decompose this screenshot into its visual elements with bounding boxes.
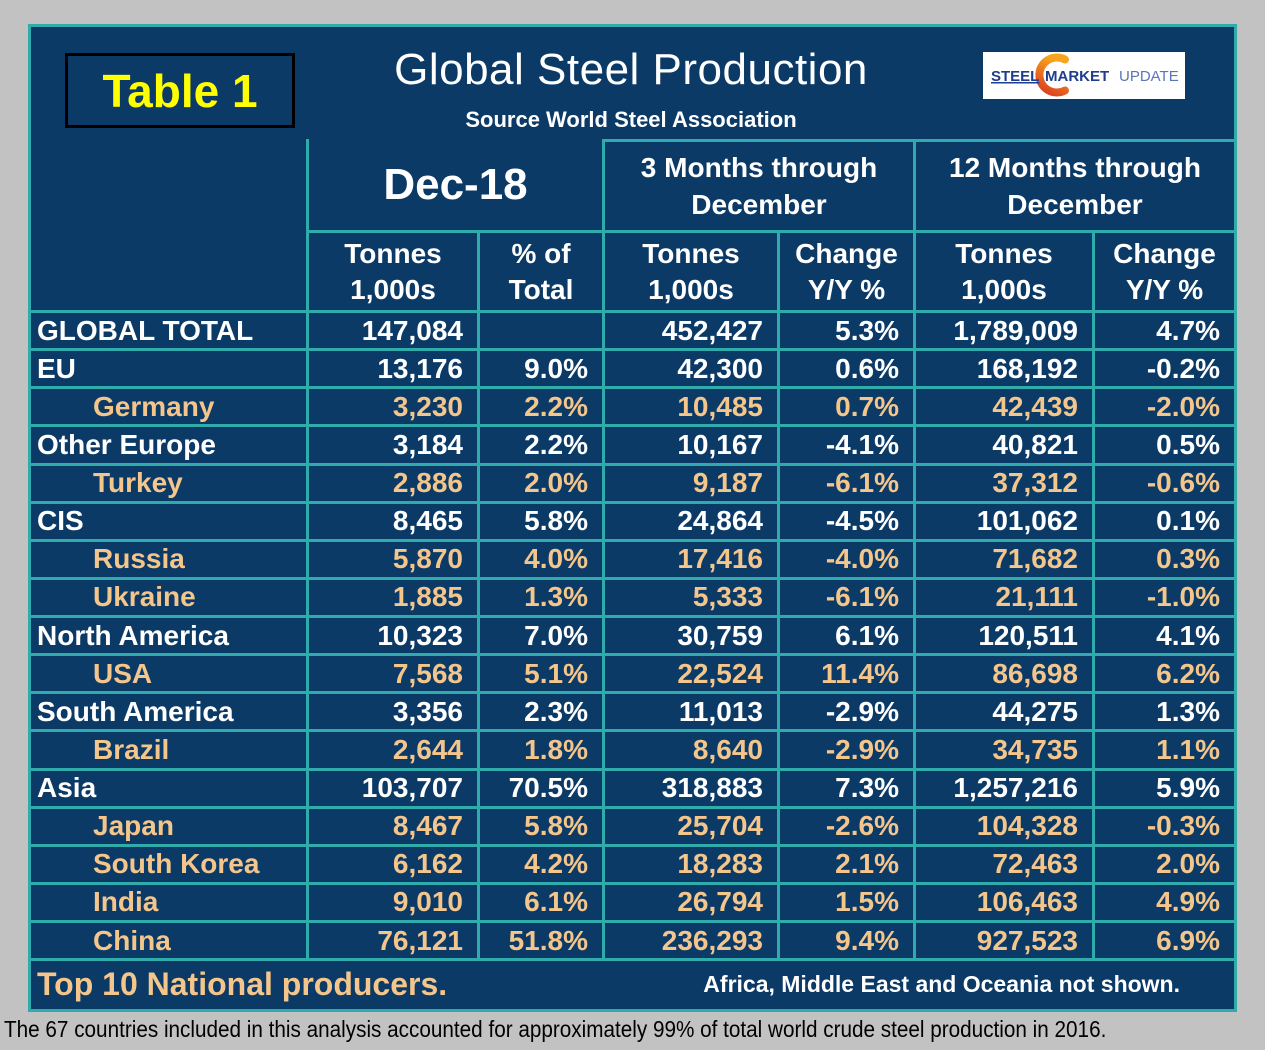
row-value: 1,257,216 xyxy=(913,771,1092,806)
row-value: 3,230 xyxy=(306,389,477,424)
row-value: 13,176 xyxy=(306,351,477,386)
row-label: China xyxy=(93,924,171,956)
row-value: 1.3% xyxy=(477,580,602,615)
row-value: 42,300 xyxy=(602,351,777,386)
row-label: Other Europe xyxy=(37,428,216,460)
column-group-12-months: 12 Months through December xyxy=(913,139,1234,230)
row-label: GLOBAL TOTAL xyxy=(37,314,254,346)
table-row xyxy=(31,577,1234,615)
row-value: 9,187 xyxy=(602,466,777,501)
table-row xyxy=(31,501,1234,539)
row-value: 1,789,009 xyxy=(913,313,1092,348)
row-value: -2.9% xyxy=(777,694,913,729)
row-value: 70.5% xyxy=(477,771,602,806)
row-value: 2.2% xyxy=(477,427,602,462)
row-value: -0.2% xyxy=(1092,351,1234,386)
footnote: The 67 countries included in this analysis accounted for approximately 99% of total world crude steel production in 2016. xyxy=(4,1016,1107,1042)
row-value: 11.4% xyxy=(777,656,913,691)
row-value: 7.0% xyxy=(477,618,602,653)
row-value: 10,323 xyxy=(306,618,477,653)
row-value: 7.3% xyxy=(777,771,913,806)
row-value: 44,275 xyxy=(913,694,1092,729)
row-value: 927,523 xyxy=(913,923,1092,958)
row-value: 2.2% xyxy=(477,389,602,424)
row-value: -2.0% xyxy=(1092,389,1234,424)
row-label: USA xyxy=(93,657,153,689)
row-value: 40,821 xyxy=(913,427,1092,462)
row-value xyxy=(477,313,602,348)
row-value: 5.8% xyxy=(477,504,602,539)
table-row xyxy=(31,653,1234,691)
page-title: Global Steel Production xyxy=(394,45,868,94)
row-value: 4.0% xyxy=(477,542,602,577)
table-row xyxy=(31,463,1234,501)
row-value: 103,707 xyxy=(306,771,477,806)
row-value: 168,192 xyxy=(913,351,1092,386)
table-row xyxy=(31,615,1234,653)
column-header-change-12mo: Change Y/Y % xyxy=(1092,230,1234,310)
row-value: -1.0% xyxy=(1092,580,1234,615)
logo-word-market: MARKET xyxy=(1045,68,1110,85)
row-value: -6.1% xyxy=(777,466,913,501)
row-value: 120,511 xyxy=(913,618,1092,653)
row-value: 106,463 xyxy=(913,885,1092,920)
row-label-header-spacer xyxy=(31,139,306,230)
row-value: 9,010 xyxy=(306,885,477,920)
row-value: 5.8% xyxy=(477,809,602,844)
row-value: 6.2% xyxy=(1092,656,1234,691)
table-row xyxy=(31,424,1234,462)
row-value: 8,640 xyxy=(602,732,777,767)
row-value: 8,467 xyxy=(306,809,477,844)
row-value: 9.4% xyxy=(777,923,913,958)
row-value: 76,121 xyxy=(306,923,477,958)
table-row xyxy=(31,348,1234,386)
steel-market-update-logo xyxy=(983,52,1185,99)
row-value: 42,439 xyxy=(913,389,1092,424)
row-value: 5,333 xyxy=(602,580,777,615)
row-value: 34,735 xyxy=(913,732,1092,767)
row-value: -2.9% xyxy=(777,732,913,767)
data-grid xyxy=(31,139,1234,1007)
row-value: 9.0% xyxy=(477,351,602,386)
column-header-pct-of-total: % of Total xyxy=(477,230,602,310)
table-row xyxy=(31,310,1234,348)
row-value: 318,883 xyxy=(602,771,777,806)
row-value: 4.2% xyxy=(477,847,602,882)
table-number-label: Table 1 xyxy=(102,64,258,117)
row-label: CIS xyxy=(37,505,84,537)
row-value: 4.9% xyxy=(1092,885,1234,920)
row-value: 37,312 xyxy=(913,466,1092,501)
table-row xyxy=(31,729,1234,767)
row-value: 101,062 xyxy=(913,504,1092,539)
table-row xyxy=(31,539,1234,577)
table-row xyxy=(31,768,1234,806)
table-row xyxy=(31,806,1234,844)
row-value: 452,427 xyxy=(602,313,777,348)
row-value: 22,524 xyxy=(602,656,777,691)
table-row xyxy=(31,844,1234,882)
column-group-3-months: 3 Months through December xyxy=(602,139,913,230)
row-value: -0.3% xyxy=(1092,809,1234,844)
row-value: 21,111 xyxy=(913,580,1092,615)
row-value: 5.3% xyxy=(777,313,913,348)
row-value: 5.9% xyxy=(1092,771,1234,806)
row-value: 2,644 xyxy=(306,732,477,767)
row-value: 2.0% xyxy=(477,466,602,501)
row-value: 6,162 xyxy=(306,847,477,882)
row-value: 24,864 xyxy=(602,504,777,539)
row-value: 5,870 xyxy=(306,542,477,577)
row-label: Ukraine xyxy=(93,581,196,613)
row-value: 1.5% xyxy=(777,885,913,920)
row-value: 2,886 xyxy=(306,466,477,501)
row-value: 4.1% xyxy=(1092,618,1234,653)
table-number-badge xyxy=(65,53,295,128)
table-row xyxy=(31,691,1234,729)
row-value: -6.1% xyxy=(777,580,913,615)
row-value: -4.5% xyxy=(777,504,913,539)
row-label: Turkey xyxy=(93,467,183,499)
row-value: 11,013 xyxy=(602,694,777,729)
row-value: 3,356 xyxy=(306,694,477,729)
row-value: 4.7% xyxy=(1092,313,1234,348)
row-label-header xyxy=(31,230,306,310)
footer-note-left: Top 10 National producers. xyxy=(37,965,448,1002)
row-value: 6.1% xyxy=(777,618,913,653)
row-value: 3,184 xyxy=(306,427,477,462)
row-value: 236,293 xyxy=(602,923,777,958)
row-value: 30,759 xyxy=(602,618,777,653)
row-value: 0.6% xyxy=(777,351,913,386)
row-value: 8,465 xyxy=(306,504,477,539)
row-value: 10,167 xyxy=(602,427,777,462)
column-header-tonnes-dec18: Tonnes 1,000s xyxy=(306,230,477,310)
column-header-tonnes-12mo: Tonnes 1,000s xyxy=(913,230,1092,310)
row-value: 1.1% xyxy=(1092,732,1234,767)
row-label: Russia xyxy=(93,543,185,575)
row-value: 2.1% xyxy=(777,847,913,882)
row-label: EU xyxy=(37,352,76,384)
row-value: -0.6% xyxy=(1092,466,1234,501)
row-label: South Korea xyxy=(93,848,260,880)
row-value: 1.8% xyxy=(477,732,602,767)
row-value: -2.6% xyxy=(777,809,913,844)
column-group-dec18: Dec-18 xyxy=(306,139,602,230)
row-label: India xyxy=(93,886,159,918)
row-label: Germany xyxy=(93,390,215,422)
row-value: 17,416 xyxy=(602,542,777,577)
row-value: 51.8% xyxy=(477,923,602,958)
row-value: -4.1% xyxy=(777,427,913,462)
row-value: 6.1% xyxy=(477,885,602,920)
row-value: 1,885 xyxy=(306,580,477,615)
row-value: 2.3% xyxy=(477,694,602,729)
row-value: 18,283 xyxy=(602,847,777,882)
row-value: 86,698 xyxy=(913,656,1092,691)
table-footer-row xyxy=(31,958,1234,1007)
table-row xyxy=(31,920,1234,958)
source-line: Source World Steel Association xyxy=(465,107,797,132)
row-value: 26,794 xyxy=(602,885,777,920)
row-value: 25,704 xyxy=(602,809,777,844)
logo-word-update: UPDATE xyxy=(1119,68,1179,85)
row-value: 6.9% xyxy=(1092,923,1234,958)
row-value: 10,485 xyxy=(602,389,777,424)
row-value: 0.7% xyxy=(777,389,913,424)
row-label: South America xyxy=(37,695,234,727)
steel-production-table xyxy=(28,24,1237,1012)
table-row xyxy=(31,386,1234,424)
column-header-row xyxy=(31,230,1234,310)
footer-note-right: Africa, Middle East and Oceania not shown. xyxy=(703,970,1180,997)
row-value: 1.3% xyxy=(1092,694,1234,729)
column-group-row xyxy=(31,139,1234,230)
row-value: 0.1% xyxy=(1092,504,1234,539)
row-value: 0.5% xyxy=(1092,427,1234,462)
row-value: 147,084 xyxy=(306,313,477,348)
row-value: -4.0% xyxy=(777,542,913,577)
row-label: Asia xyxy=(37,772,97,804)
row-label: North America xyxy=(37,619,229,651)
row-value: 0.3% xyxy=(1092,542,1234,577)
row-value: 104,328 xyxy=(913,809,1092,844)
row-value: 7,568 xyxy=(306,656,477,691)
table-row xyxy=(31,882,1234,920)
row-label: Brazil xyxy=(93,733,170,765)
logo-word-steel: STEEL xyxy=(991,68,1040,85)
row-value: 5.1% xyxy=(477,656,602,691)
row-value: 72,463 xyxy=(913,847,1092,882)
table-body xyxy=(31,310,1234,958)
column-header-change-3mo: Change Y/Y % xyxy=(777,230,913,310)
row-label: Japan xyxy=(93,810,174,842)
row-value: 71,682 xyxy=(913,542,1092,577)
column-header-tonnes-3mo: Tonnes 1,000s xyxy=(602,230,777,310)
row-value: 2.0% xyxy=(1092,847,1234,882)
